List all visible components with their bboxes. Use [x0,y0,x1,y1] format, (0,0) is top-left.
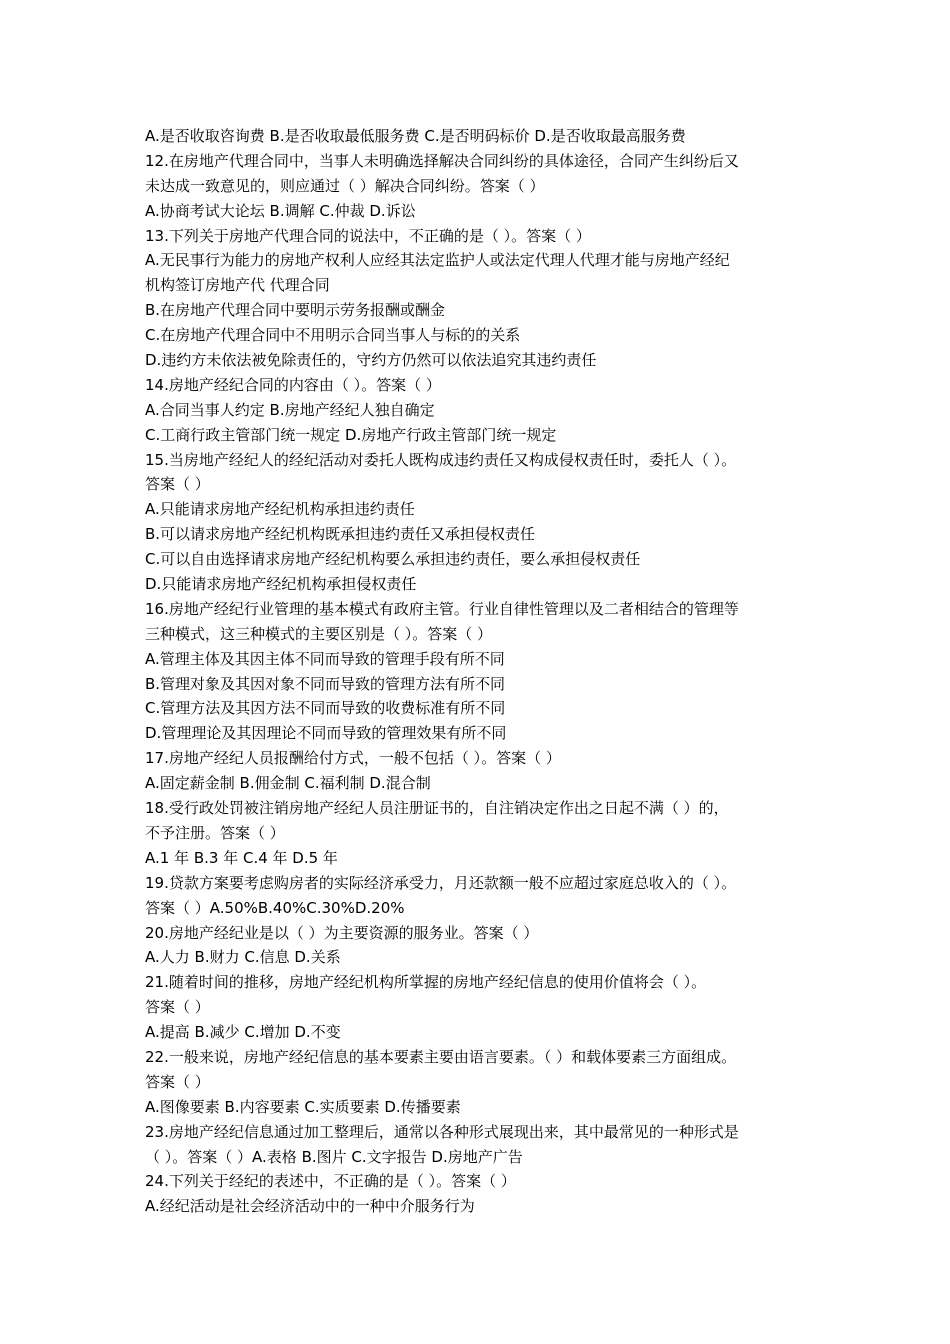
text-line: 18.受行政处罚被注销房地产经纪人员注册证书的，自注销决定作出之日起不满（ ）的， [145,799,729,818]
text-line: B.可以请求房地产经纪机构既承担违约责任又承担侵权责任 [145,525,536,544]
text-line: 机构签订房地产代 代理合同 [145,276,330,295]
text-line: 答案（ ） [145,998,210,1017]
text-line: A.人力 B.财力 C.信息 D.关系 [145,948,341,967]
text-line: 24.下列关于经纪的表述中，不正确的是（ ）。答案（ ） [145,1172,516,1191]
text-line: 未达成一致意见的，则应通过（ ）解决合同纠纷。答案（ ） [145,176,545,195]
text-line: D.违约方未依法被免除责任的，守约方仍然可以依法追究其违约责任 [145,351,597,370]
text-line: 17.房地产经纪人员报酬给付方式，一般不包括（ ）。答案（ ） [145,749,561,768]
text-line: 20.房地产经纪业是以（ ）为主要资源的服务业。答案（ ） [145,923,539,942]
text-line: B.管理对象及其因对象不同而导致的管理方法有所不同 [145,674,506,693]
text-line: A.无民事行为能力的房地产权利人应经其法定监护人或法定代理人代理才能与房地产经纪 [145,251,730,270]
text-line: 16.房地产经纪行业管理的基本模式有政府主管。行业自律性管理以及二者相结合的管理等 [145,599,739,618]
text-line: 13.下列关于房地产代理合同的说法中，不正确的是（ ）。答案（ ） [145,226,591,245]
text-line: 23.房地产经纪信息通过加工整理后，通常以各种形式展现出来，其中最常见的一种形式是 [145,1122,739,1141]
text-line: C.管理方法及其因方法不同而导致的收费标准有所不同 [145,699,506,718]
text-line: A.经纪活动是社会经济活动中的一种中介服务行为 [145,1197,475,1216]
text-line: 答案（ ） [145,1072,210,1091]
text-line: 12.在房地产代理合同中，当事人未明确选择解决合同纠纷的具体途径，合同产生纠纷后又 [145,151,739,170]
text-line: 三种模式，这三种模式的主要区别是（ ）。答案（ ） [145,624,493,643]
text-line: D.管理理论及其因理论不同而导致的管理效果有所不同 [145,724,507,743]
text-line: 答案（ ） [145,475,210,494]
text-line: A.图像要素 B.内容要素 C.实质要素 D.传播要素 [145,1097,461,1116]
document-body [145,124,825,1219]
text-line: A.是否收取咨询费 B.是否收取最低服务费 C.是否明码标价 D.是否收取最高服务费 [145,127,686,145]
text-line: A.管理主体及其因主体不同而导致的管理手段有所不同 [145,649,505,668]
text-line: B.在房地产代理合同中要明示劳务报酬或酬金 [145,301,446,320]
text-line: （ ）。答案（ ）A.表格 B.图片 C.文字报告 D.房地产广告 [145,1147,523,1166]
text-line: 不予注册。答案（ ） [145,823,285,842]
text-line: A.合同当事人约定 B.房地产经纪人独自确定 [145,400,435,419]
text-line: C.可以自由选择请求房地产经纪机构要么承担违约责任，要么承担侵权责任 [145,550,641,569]
text-line: 22.一般来说，房地产经纪信息的基本要素主要由语言要素。（ ）和载体要素三方面组成。 [145,1047,737,1066]
text-line: A.固定薪金制 B.佣金制 C.福利制 D.混合制 [145,774,431,793]
text-line: A.1 年 B.3 年 C.4 年 D.5 年 [145,848,338,867]
text-line: 19.贷款方案要考虑购房者的实际经济承受力，月还款额一般不应超过家庭总收入的（ ）。 [145,873,737,892]
text-line: 答案（ ）A.50%B.40%C.30%D.20% [145,898,405,917]
text-line: A.提高 B.减少 C.增加 D.不变 [145,1023,341,1042]
text-line: C.在房地产代理合同中不用明示合同当事人与标的的关系 [145,326,521,345]
text-line: C.工商行政主管部门统一规定 D.房地产行政主管部门统一规定 [145,425,557,444]
text-line: 14.房地产经纪合同的内容由（ ）。答案（ ） [145,375,441,394]
text-line: A.协商考试大论坛 B.调解 C.仲裁 D.诉讼 [145,201,416,220]
text-line: 15.当房地产经纪人的经纪活动对委托人既构成违约责任又构成侵权责任时，委托人（ ）。 [145,450,737,469]
text-line: A.只能请求房地产经纪机构承担违约责任 [145,500,415,519]
text-line: D.只能请求房地产经纪机构承担侵权责任 [145,575,417,594]
text-line: 21.随着时间的推移，房地产经纪机构所掌握的房地产经纪信息的使用价值将会（ ）。 [145,973,707,992]
